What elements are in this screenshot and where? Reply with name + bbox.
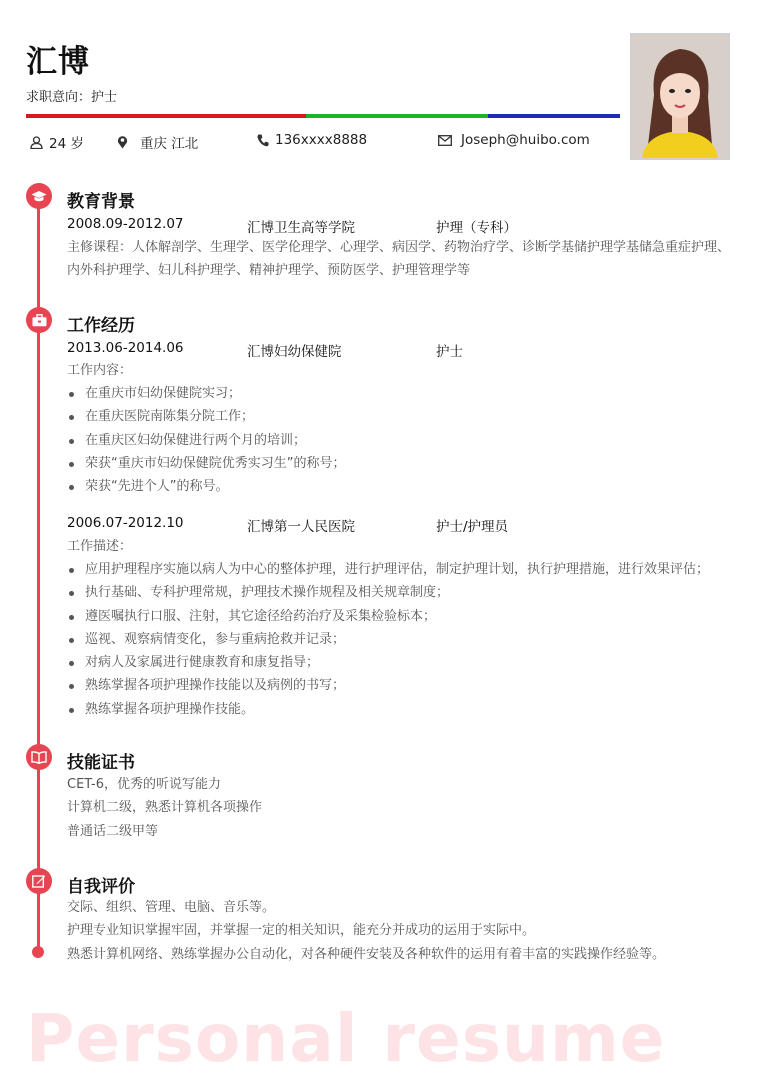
list-item: 遵医嘱执行口服、注射，其它途径给药治疗及采集检验标本； <box>67 605 709 628</box>
watermark-text: Personal resume <box>26 1000 666 1077</box>
list-item: 熟练掌握各项护理操作技能以及病例的书写； <box>67 674 709 697</box>
skills-list <box>67 773 262 843</box>
book-icon <box>31 751 47 764</box>
work-section-icon <box>26 307 52 333</box>
mail-icon <box>438 135 452 146</box>
job-role: 护士 <box>436 344 463 360</box>
list-item: 计算机二级，熟悉计算机各项操作 <box>67 800 263 816</box>
list-item: 荣获“重庆市妇幼保健院优秀实习生”的称号； <box>67 452 345 475</box>
self-section-icon <box>26 868 52 894</box>
education-title: 教育背景 <box>67 192 135 212</box>
resume-name: 汇博 <box>26 44 90 80</box>
work-title: 工作经历 <box>67 316 135 336</box>
job-org: 汇博妇幼保健院 <box>247 344 342 360</box>
list-item: 护理专业知识掌握牢固，并掌握一定的相关知识，能充分并成功的运用于实际中。 <box>67 923 536 939</box>
list-item: 在重庆区妇幼保健进行两个月的培训； <box>67 429 345 452</box>
list-item: 巡视、观察病情变化，参与重病抢救并记录； <box>67 628 709 651</box>
education-school: 汇博卫生高等学院 <box>247 220 355 236</box>
edit-icon <box>32 874 46 888</box>
list-item: 熟练掌握各项护理操作技能。 <box>67 698 709 721</box>
list-item: 普通话二级甲等 <box>67 823 159 839</box>
job-label-text: 工作描述： <box>67 539 133 554</box>
job-label-text: 工作内容： <box>67 363 133 378</box>
color-bar-green <box>306 114 488 118</box>
job-duties-list <box>67 382 345 498</box>
timeline-end-dot <box>32 946 44 958</box>
contact-age <box>30 132 84 152</box>
job-label <box>67 359 132 382</box>
person-icon <box>30 136 43 149</box>
email-text: Joseph@huibo.com <box>461 132 590 148</box>
list-item: 交际、组织、管理、电脑、音乐等。 <box>67 900 276 915</box>
list-item: 对病人及家属进行健康教育和康复指导； <box>67 651 709 674</box>
color-bar-red <box>26 114 306 118</box>
skills-section-icon <box>26 744 52 770</box>
self-title: 自我评价 <box>67 877 135 897</box>
job-date: 2013.06-2014.06 <box>67 340 184 356</box>
education-section-icon <box>26 183 52 209</box>
list-item: 在重庆医院南陈集分院工作； <box>67 405 345 428</box>
list-item: 应用护理程序实施以病人为中心的整体护理，进行护理评估，制定护理计划，执行护理措施，进行效果评估； <box>67 558 709 581</box>
profile-photo <box>630 33 730 160</box>
job-duties-list <box>67 558 709 721</box>
job-date: 2006.07-2012.10 <box>67 515 184 531</box>
list-item: 执行基础、专科护理常规，护理技术操作规程及相关规章制度； <box>67 581 709 604</box>
age-text: 24 岁 <box>49 136 84 152</box>
contact-email <box>438 132 590 148</box>
color-bar-blue <box>488 114 620 118</box>
location-text: 重庆 江北 <box>140 136 199 152</box>
education-courses: 主修课程：人体解剖学、生理学、医学伦理学、心理学、病因学、药物治疗学、诊断学基储护理学基储急重症护理、内外科护理学、妇儿科护理学、精神护理学、预防医学、护理管理学等 <box>67 240 731 278</box>
self-list <box>67 896 665 966</box>
graduation-cap-icon <box>31 190 47 203</box>
skills-title: 技能证书 <box>67 753 135 773</box>
briefcase-icon <box>32 314 47 327</box>
job-label <box>67 535 132 558</box>
timeline-line <box>37 190 40 952</box>
contact-phone <box>257 132 367 148</box>
job-role: 护士/护理员 <box>436 519 509 535</box>
list-item: 在重庆市妇幼保健院实习； <box>67 382 345 405</box>
location-pin-icon <box>117 135 128 149</box>
list-item: 荣获“先进个人”的称号。 <box>67 475 345 498</box>
header-color-bar <box>26 114 620 118</box>
list-item: CET-6，优秀的听说写能力 <box>67 777 222 792</box>
list-item: 熟悉计算机网络、熟练掌握办公自动化，对各种硬件安装及各种软件的运用有着丰富的实践操作经验等。 <box>67 946 666 962</box>
education-date: 2008.09-2012.07 <box>67 216 184 232</box>
phone-icon <box>257 134 269 147</box>
contact-location <box>117 132 198 152</box>
job-org: 汇博第一人民医院 <box>247 519 355 535</box>
phone-text: 136xxxx8888 <box>275 132 368 148</box>
job-intent: 求职意向：护士 <box>26 90 118 105</box>
education-major: 护理（专科） <box>436 220 517 236</box>
